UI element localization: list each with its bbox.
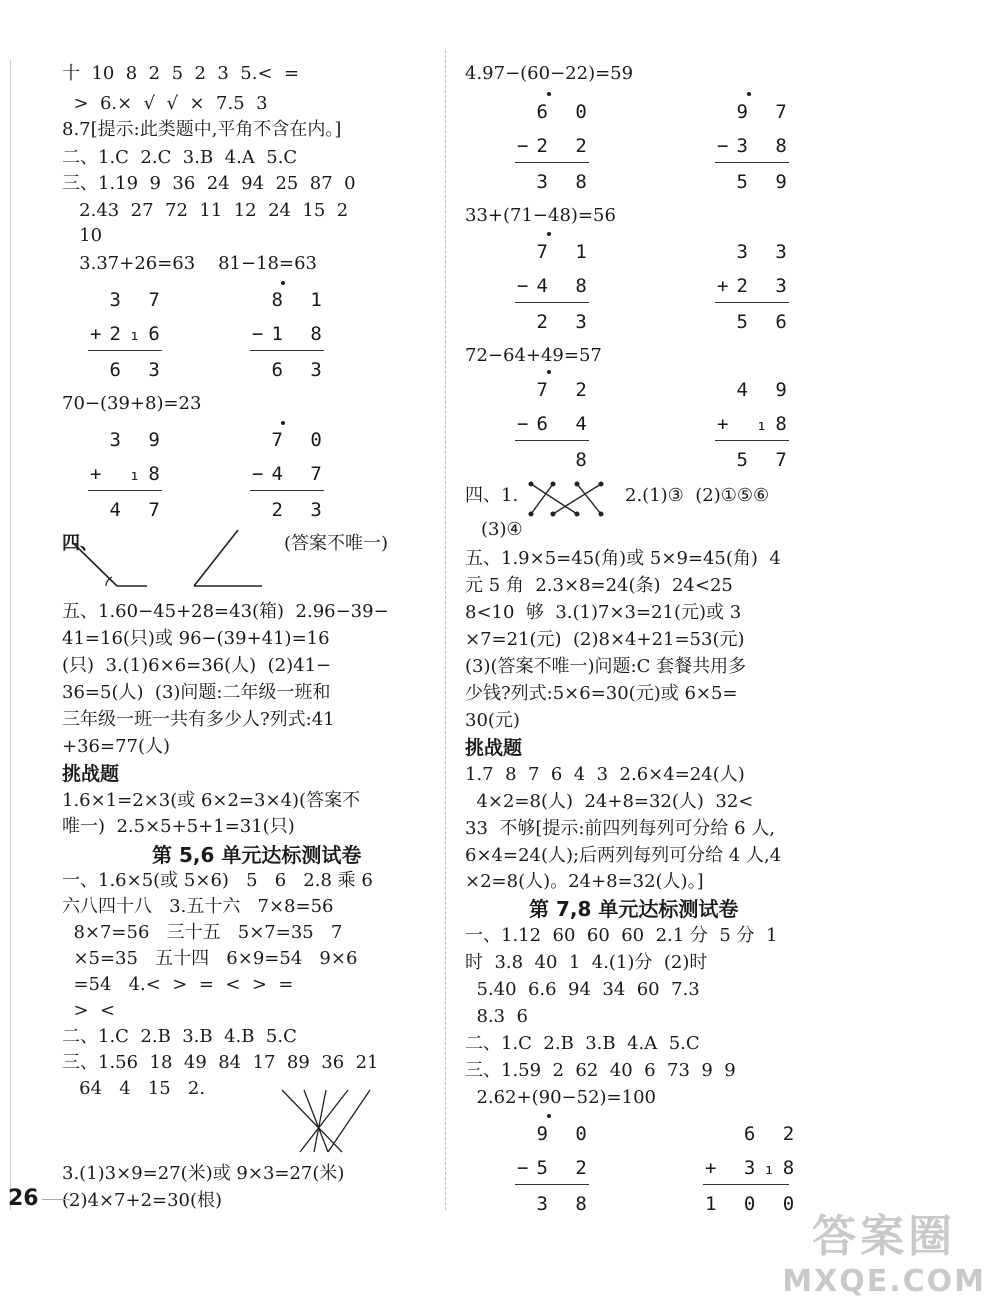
text-line: 5.40 6.6 94 34 60 7.3	[465, 979, 700, 1000]
section-title: 第 5,6 单元达标测试卷	[152, 843, 362, 867]
vertical-calc-row: 8	[517, 449, 595, 471]
text-line: 四、1.	[465, 485, 519, 506]
vertical-calc-row: 5 6	[717, 311, 795, 333]
text-line: > <	[62, 1000, 116, 1021]
watermark-url: MXQE.COM	[782, 1264, 986, 1299]
text-line: 十 10 8 2 5 2 3 5.< =	[62, 63, 300, 84]
matching-lines	[262, 1082, 402, 1162]
text-line: 8×7=56 三十五 5×7=35 7	[62, 922, 343, 943]
text-line: 41=16(只)或 96−(39+41)=16	[62, 628, 330, 649]
text-line: 8<10 够 3.(1)7×3=21(元)或 3	[465, 602, 742, 623]
text-line: ×2=8(人)。24+8=32(人)。]	[465, 871, 704, 892]
calc-rule	[250, 350, 324, 351]
vertical-calc-row: 2 3	[517, 311, 595, 333]
vertical-calc-row: 5 9	[717, 171, 795, 193]
page-number-rule	[42, 1199, 70, 1200]
vertical-calc-row: 7 0	[252, 429, 330, 451]
vertical-calc-row: +2₁6	[90, 323, 168, 345]
text-line: 少钱?列式:5×6=30(元)或 6×5=	[465, 683, 738, 704]
text-line: 二、1.C 2.B 3.B 4.B 5.C	[62, 1026, 297, 1047]
borrow-dot	[281, 281, 285, 285]
note: (答案不唯一)	[284, 533, 389, 554]
text-line: 2.62+(90−52)=100	[465, 1087, 656, 1108]
vertical-calc-row: 5 7	[717, 449, 795, 471]
text-line: 70−(39+8)=23	[62, 393, 202, 414]
vertical-calc-row: 3 9	[90, 429, 168, 451]
vertical-calc-row: 3 7	[90, 289, 168, 311]
vertical-calc-row: −5 2	[517, 1157, 595, 1179]
vertical-calc-row: −4 7	[252, 463, 330, 485]
vertical-calc-row: 6 3	[252, 359, 330, 381]
text-line: =54 4.< > = < > =	[62, 974, 294, 995]
vertical-calc-row: 6 2	[705, 1123, 803, 1145]
vertical-calc-row: 8 1	[252, 289, 330, 311]
borrow-dot	[547, 370, 551, 374]
calc-rule	[515, 440, 589, 441]
text-line: (只) 3.(1)6×6=36(人) (2)41−	[62, 655, 332, 676]
text-line: 三年级一班一共有多少人?列式:41	[62, 709, 335, 730]
text-line: 72−64+49=57	[465, 345, 602, 366]
vertical-calc-row: 6 3	[90, 359, 168, 381]
text-line: 二、1.C 2.C 3.B 4.A 5.C	[62, 147, 298, 168]
text-line: 时 3.8 40 1 4.(1)分 (2)时	[465, 952, 708, 973]
text-line: 一、1.6×5(或 5×6) 5 6 2.8 乘 6	[62, 870, 373, 891]
text-line: (3)(答案不唯一)问题:C 套餐共用多	[465, 656, 747, 677]
text-line: 8.3 6	[465, 1006, 528, 1027]
vertical-calc-row: 9 7	[717, 101, 795, 123]
text-line: 4.97−(60−22)=59	[465, 63, 634, 84]
section-title: 第 7,8 单元达标测试卷	[529, 897, 739, 921]
text-line: 36=5(人) (3)问题:二年级一班和	[62, 682, 331, 703]
vertical-calc-row: −2 2	[517, 135, 595, 157]
text-line: ×7=21(元) (2)8×4+21=53(元)	[465, 629, 745, 650]
borrow-dot	[547, 232, 551, 236]
calc-rule	[88, 350, 162, 351]
calc-rule	[715, 302, 789, 303]
calc-rule	[715, 440, 789, 441]
text-line: 33 不够[提示:前四列每列可分给 6 人,	[465, 818, 776, 839]
text-line: 唯一) 2.5×5+5+1=31(只)	[62, 816, 295, 837]
vertical-calc-row: +2 3	[717, 275, 795, 297]
text-line: 8.7[提示:此类题中,平角不含在内。]	[62, 119, 342, 140]
text-line: 6×4=24(人);后两列每列可分给 4 人,4	[465, 845, 782, 866]
section-label: 四、	[62, 533, 98, 554]
vertical-calc-row: −3 8	[717, 135, 795, 157]
text-line: 30(元)	[465, 710, 520, 731]
watermark-text: 答案圈	[812, 1211, 957, 1262]
vertical-calc-row: −6 4	[517, 413, 595, 435]
text-line: 33+(71−48)=56	[465, 205, 616, 226]
page-edge-line	[10, 60, 11, 1210]
text-line: 五、1.60−45+28=43(箱) 2.96−39−	[62, 601, 389, 622]
vertical-calc-row: 7 2	[517, 379, 595, 401]
matching-lines	[527, 480, 617, 520]
vertical-calc-row: 7 1	[517, 241, 595, 263]
calc-rule	[515, 302, 589, 303]
text-line: 3.(1)3×9=27(米)或 9×3=27(米)	[62, 1163, 345, 1184]
text-line: 3.37+26=63 81−18=63	[62, 253, 317, 274]
vertical-calc-row: + 3₁8	[705, 1157, 803, 1179]
challenge-heading: 挑战题	[62, 763, 120, 785]
vertical-calc-row: 2 3	[252, 499, 330, 521]
text-line: 元 5 角 2.3×8=24(条) 24<25	[465, 575, 733, 596]
text-line: 4×2=8(人) 24+8=32(人) 32<	[465, 791, 754, 812]
text-line: 1.6×1=2×3(或 6×2=3×4)(答案不	[62, 790, 361, 811]
text-line: 五、1.9×5=45(角)或 5×9=45(角) 4	[465, 548, 781, 569]
text-line: 2.43 27 72 11 12 24 15 2	[62, 200, 349, 221]
vertical-calc-row: 4 7	[90, 499, 168, 521]
text-line: (2)4×7+2=30(根)	[62, 1190, 223, 1211]
watermark-logo	[782, 1200, 986, 1299]
vertical-calc-row: 6 0	[517, 101, 595, 123]
vertical-calc-row: + ₁8	[717, 413, 795, 435]
text-line: 1.7 8 7 6 4 3 2.6×4=24(人)	[465, 764, 745, 785]
vertical-calc-row: −4 8	[517, 275, 595, 297]
text-line: (3)④	[481, 519, 523, 540]
text-line: ×5=35 五十四 6×9=54 9×6	[62, 948, 358, 969]
calc-rule	[515, 162, 589, 163]
vertical-calc-row: 3 8	[517, 171, 595, 193]
calc-rule	[515, 1184, 589, 1185]
text-line: 二、1.C 2.B 3.B 4.A 5.C	[465, 1033, 700, 1054]
calc-rule	[703, 1184, 789, 1185]
text-line: 10	[62, 225, 103, 246]
page-number: 26	[8, 1186, 39, 1211]
vertical-calc-row: 9 0	[517, 1123, 595, 1145]
calc-rule	[88, 490, 162, 491]
vertical-calc-row: −1 8	[252, 323, 330, 345]
text-line: 一、1.12 60 60 60 2.1 分 5 分 1	[465, 925, 778, 946]
text-line: 六八四十八 3.五十六 7×8=56	[62, 896, 334, 917]
text-line: 三、1.19 9 36 24 94 25 87 0	[62, 173, 356, 194]
vertical-calc-row: 3 3	[717, 241, 795, 263]
challenge-heading: 挑战题	[465, 737, 523, 759]
vertical-calc-row: 3 8	[517, 1193, 595, 1215]
text-line: 2.(1)③ (2)①⑤⑥	[625, 485, 770, 506]
borrow-dot	[281, 421, 285, 425]
calc-rule	[715, 162, 789, 163]
vertical-calc-row: 4 9	[717, 379, 795, 401]
borrow-dot	[547, 92, 551, 96]
text-line: 三、1.59 2 62 40 6 73 9 9	[465, 1060, 736, 1081]
vertical-calc-row: 1 0 0	[705, 1193, 803, 1215]
text-line: 三、1.56 18 49 84 17 89 36 21	[62, 1052, 379, 1073]
calc-rule	[250, 490, 324, 491]
vertical-calc-row: + ₁8	[90, 463, 168, 485]
text-line: > 6.× √ √ × 7.5 3	[62, 93, 268, 114]
angle-drawings	[62, 522, 262, 602]
text-line: +36=77(人)	[62, 736, 171, 757]
column-separator	[445, 50, 446, 1210]
borrow-dot	[747, 92, 751, 96]
text-line: 64 4 15 2.	[62, 1078, 206, 1099]
borrow-dot	[547, 1114, 551, 1118]
